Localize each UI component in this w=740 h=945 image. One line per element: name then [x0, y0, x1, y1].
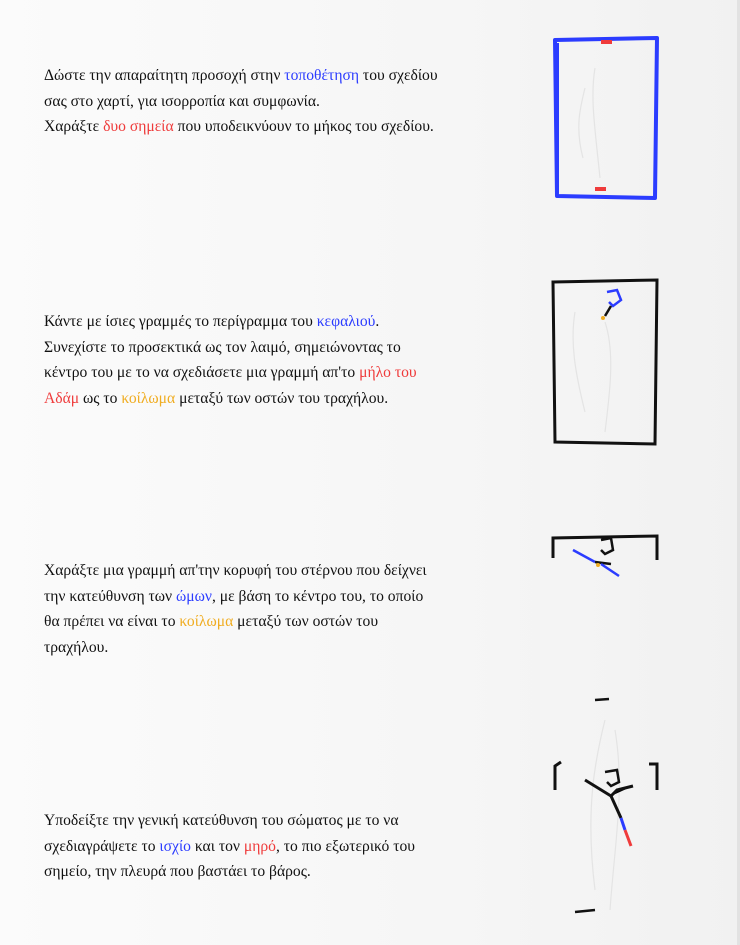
highlight-thigh: μηρό — [243, 837, 276, 855]
step-4-line-1: Υποδείξτε την γενική κατεύθυνση του σώματος με το να — [44, 812, 399, 829]
step-3-line-1: Χαράξτε μια γραμμή απ'την κορυφή του στέρνου που δείχνει — [44, 562, 427, 579]
figure-4-body-sketch — [545, 690, 670, 930]
step-3-line-3-end: μεταξύ των οστών του — [233, 613, 379, 630]
step-3-text — [44, 558, 524, 660]
step-2-line-4-end: μεταξύ των οστών του τραχήλου. — [175, 389, 389, 407]
highlight-placement: τοποθέτηση — [284, 67, 360, 84]
highlight-adams-apple: μήλο του — [359, 364, 417, 381]
step-2-line-1-end: . — [375, 313, 380, 330]
step-1-line-1: Δώστε την απαραίτητη προσοχή στην — [44, 67, 285, 84]
step-2-text — [44, 309, 524, 411]
step-3-line-3: θα πρέπει να είναι το — [44, 613, 180, 630]
step-4-line-2-mid: και τον — [190, 837, 244, 855]
step-3-line-2-end: , με βάση το κέντρο του, το οποίο — [211, 587, 424, 605]
step-2-line-1: Κάντε με ίσιες γραμμές το περίγραμμα του — [44, 313, 317, 330]
step-2-line-4: ως το — [79, 389, 122, 407]
step-1-line-3: Χαράξτε — [44, 118, 104, 135]
step-4-line-2-end: , το πιο εξωτερικό του — [275, 837, 416, 855]
highlight-adams-apple-2: Αδάμ — [44, 389, 80, 407]
step-3-line-4: τραχήλου. — [44, 638, 109, 656]
highlight-shoulders: ώμων — [175, 587, 212, 605]
step-4-line-2: σχεδιαγράψετε το — [44, 837, 160, 855]
highlight-two-points: δυο σημεία — [103, 118, 174, 135]
figure-1-placement-sketch — [545, 28, 670, 208]
step-2-line-2: Συνεχίστε το προσεκτικά ως τον λαιμό, σημειώνοντας το — [44, 338, 401, 356]
step-1-line-3-end: που υποδεικνύουν το μήκος του σχεδίου. — [173, 118, 434, 135]
figure-3-shoulders-sketch — [545, 528, 670, 588]
step-1-line-1-end: του σχεδίου — [359, 67, 438, 84]
highlight-hollow: κοίλωμα — [121, 389, 176, 407]
step-4-line-3: σημείο, την πλευρά που βαστάει το βάρος. — [44, 863, 311, 880]
step-1-text — [44, 63, 524, 140]
step-3-line-2: την κατεύθυνση των — [44, 587, 176, 605]
figure-2-head-sketch — [545, 272, 670, 452]
highlight-hip: ισχίο — [159, 837, 191, 855]
step-2-line-3: κέντρο του με το να σχεδιάσετε μια γραμμή απ'το — [44, 364, 360, 381]
highlight-head: κεφαλιού — [316, 313, 376, 330]
highlight-hollow-2: κοίλωμα — [179, 613, 234, 630]
step-1-line-2: σας στο χαρτί, για ισορροπία και συμφωνία. — [44, 92, 320, 110]
step-4-text — [44, 808, 524, 885]
